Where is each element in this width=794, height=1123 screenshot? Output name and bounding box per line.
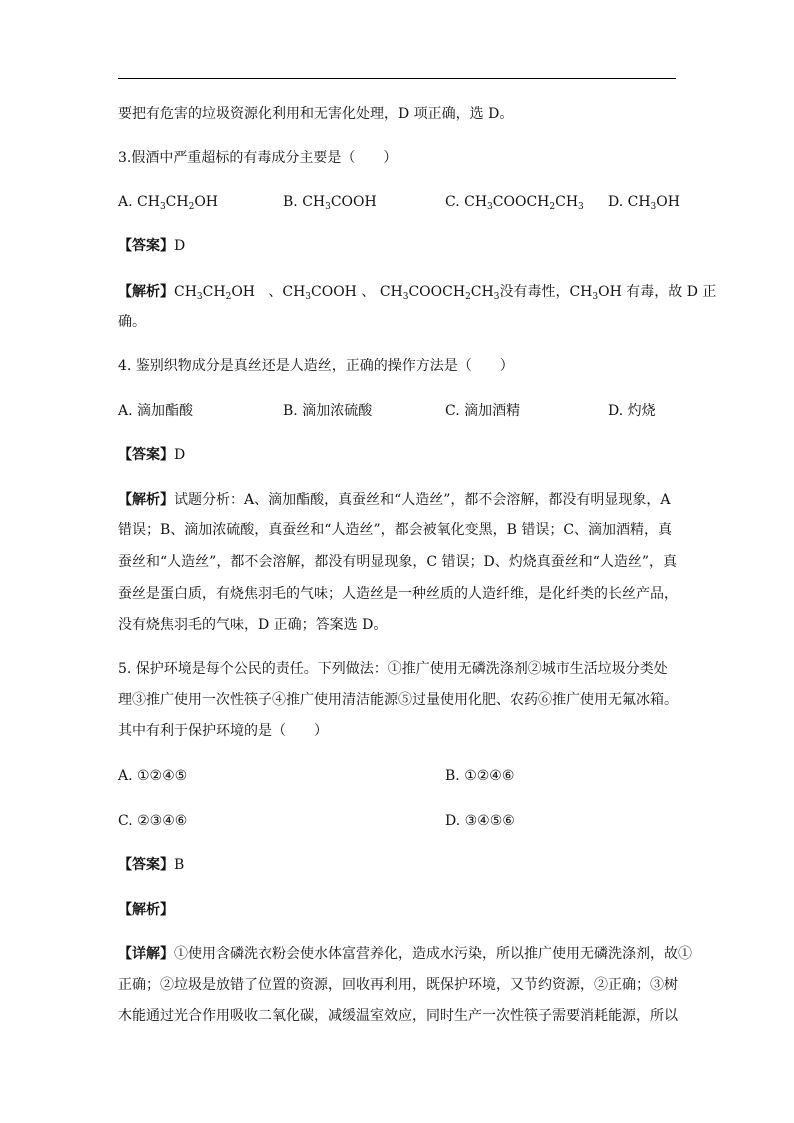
- q4-answer: [118, 445, 678, 465]
- q5-option-d: D. ③④⑤⑥: [445, 813, 515, 829]
- formula-3: $CH_3COOCH_2CH_3$: [379, 284, 500, 302]
- analysis-tag: 【解析】: [118, 492, 174, 508]
- q4-analysis: [118, 490, 678, 510]
- q5-option-c: C. ②③④⑥: [118, 813, 188, 829]
- question-5-stem-line-1: 5. 保护环境是每个公民的责任。下列做法：①推广使用无磷洗涤剂②城市生活垃圾分类处: [118, 661, 668, 677]
- q5-option-b: B. ①②④⑥: [445, 768, 515, 784]
- question-4-stem: 4. 鉴别织物成分是真丝还是人造丝，正确的操作方法是（ ）: [118, 358, 514, 374]
- detail-tag: 【详解】: [118, 946, 174, 962]
- answer-value: D: [174, 238, 186, 254]
- q4-option-a: A. 滴加酯酸: [118, 403, 194, 419]
- answer-tag: 【答案】: [118, 447, 174, 463]
- q3-option-b: B. $CH_3COOH$: [283, 194, 377, 212]
- answer-value: B: [174, 857, 185, 873]
- q5-detail-line-1: [118, 944, 692, 964]
- q5-detail-line-2: 正确；②垃圾是放错了位置的资源，回收再利用，既保护环境，又节约资源，②正确；③树: [118, 977, 678, 993]
- analysis-tag: 【解析】: [118, 902, 174, 918]
- q4-analysis-line-5: 没有烧焦羽毛的气味，D 正确；答案选 D。: [118, 617, 388, 633]
- answer-value: D: [174, 447, 186, 463]
- answer-tag: 【答案】: [118, 238, 174, 254]
- q3-option-d: D. $CH_3OH$: [608, 194, 680, 212]
- analysis-text: 没有毒性，$CH_3OH$ 有毒，故 D 正: [499, 284, 717, 302]
- q4-option-d: D. 灼烧: [608, 403, 656, 419]
- detail-text: ①使用含磷洗衣粉会使水体富营养化，造成水污染，所以推广使用无磷洗涤剂，故①: [174, 946, 692, 962]
- question-3-stem: 3.假酒中严重超标的有毒成分主要是（ ）: [118, 150, 398, 166]
- question-5-stem-line-2: 理③推广使用一次性筷子④推广使用清洁能源⑤过量使用化肥、农药⑥推广使用无氟冰箱。: [118, 692, 678, 708]
- analysis-tag: 【解析】: [118, 284, 174, 300]
- q5-answer: [118, 855, 678, 875]
- analysis-text: 试题分析：A、滴加酯酸，真蚕丝和“人造丝”，都不会溶解，都没有明显现象，A: [174, 492, 671, 508]
- q3-option-a: A. $CH_3CH_2OH$: [118, 194, 219, 212]
- q3-analysis: [118, 282, 717, 302]
- q3-option-c: C. $CH_3COOCH_2CH_3$: [445, 194, 584, 212]
- formula-2: $CH_3COOH$: [282, 284, 357, 302]
- q5-detail-line-3: 木能通过光合作用吸收二氧化碳，减缓温室效应，同时生产一次性筷子需要消耗能源，所以: [118, 1008, 678, 1024]
- header-rule: [118, 78, 676, 79]
- q4-option-b: B. 滴加浓硫酸: [283, 403, 373, 419]
- q4-analysis-line-2: 错误；B、滴加浓硫酸，真蚕丝和“人造丝”，都会被氧化变黑，B 错误；C、滴加酒精，真: [118, 522, 673, 538]
- q2-analysis-tail: 要把有危害的垃圾资源化利用和无害化处理，D 项正确，选 D。: [118, 106, 514, 122]
- question-5-stem-line-3: 其中有利于保护环境的是（ ）: [118, 723, 328, 739]
- q5-analysis-heading: [118, 900, 678, 920]
- q4-option-c: C. 滴加酒精: [445, 403, 521, 419]
- separator: 、: [268, 284, 283, 300]
- q3-analysis-cont: 确。: [118, 314, 146, 330]
- answer-tag: 【答案】: [118, 857, 174, 873]
- separator: 、: [361, 284, 376, 300]
- q5-option-a: A. ①②④⑤: [118, 768, 188, 784]
- q3-answer: [118, 236, 678, 256]
- q4-analysis-line-4: 蚕丝是蛋白质，有烧焦羽毛的气味；人造丝是一种丝质的人造纤维，是化纤类的长丝产品，: [118, 586, 678, 602]
- q4-analysis-line-3: 蚕丝和“人造丝”，都不会溶解，都没有明显现象，C 错误；D、灼烧真蚕丝和“人造丝”，真: [118, 554, 678, 570]
- formula-1: $CH_3CH_2OH$: [174, 284, 255, 302]
